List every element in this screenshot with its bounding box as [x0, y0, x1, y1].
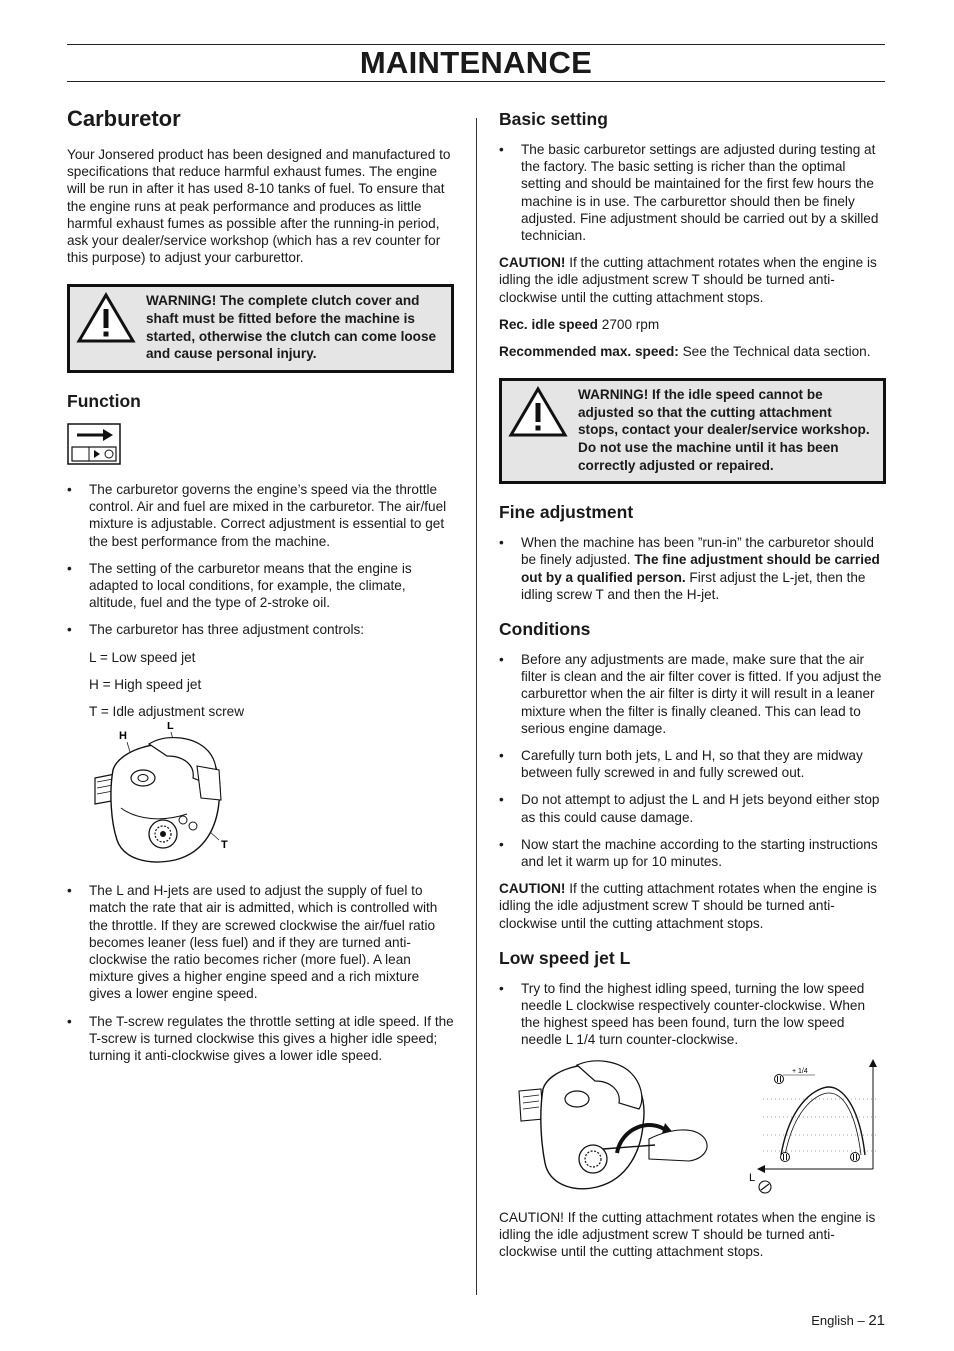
idle-warning-text: WARNING! If the idle speed cannot be adjusted so that the cutting attachment stops, contact your dealer/service workshop. Do not use the machine until it has been correctly adjusted or repaired. [578, 387, 870, 473]
list-item: • Before any adjustments are made, make sure that the air filter is clean and the air filter cover is fitted. If you adjust the carburettor when the air filter is dirty it will result in a leaner mixture when the filter is finally cleaned. This can lead to serious engine damage. [499, 652, 882, 736]
left-column [67, 106, 454, 1074]
figure-label-l: L [167, 722, 174, 733]
list-item: • The carburetor governs the engine’s speed via the throttle control. Air and fuel are mixed in the carburetor. The air/fuel mixture is adjustable. Correct adjustment is essential to get the best performance from the machine. [67, 482, 447, 549]
control-t: T = Idle adjustment screw [89, 704, 245, 720]
list-item: • When the machine has been ”run-in” the carburetor should be finely adjusted. The fine adjustment should be carried out by a qualified person. First adjust the L-jet, then the idling screw T and then the H-jet. [499, 535, 880, 602]
rec-max-speed: Recommended max. speed: See the Technical data section. [499, 344, 871, 360]
list-item: • The T-screw regulates the throttle setting at idle speed. If the T-screw is turned clockwise this gives a higher idle speed; turning it anti-clockwise gives a lower idle speed. [67, 1013, 454, 1064]
caution-paragraph: CAUTION! If the cutting attachment rotates when the engine is idling the idle adjustment screw T should be turned anti-clockwise until the cutting attachment stops. [499, 255, 877, 305]
intro-paragraph: Your Jonsered product has been designed and manufactured to specifications that reduce harmful exhaust fumes. The engine will be run in after it has used 8-10 tanks of fuel. To ensure that the engine runs at peak performance and produces as little harmful exhaust fumes as possible after the running-in period, ask your dealer/service workshop (which has a rev counter for this purpose) to adjust your carburettor. [67, 147, 451, 266]
basic-setting-heading: Basic setting [499, 109, 608, 129]
warning-triangle-icon [508, 386, 568, 438]
right-column [499, 106, 886, 1270]
final-caution-paragraph: CAUTION! If the cutting attachment rotates when the engine is idling the idle adjustment screw T should be turned anti-clockwise until the cutting attachment stops. [499, 1209, 876, 1260]
graph-label-quarter: + 1/4 [792, 1067, 808, 1075]
list-item: • The L and H-jets are used to adjust the supply of fuel to match the rate that air is admitted, which is controlled with the throttle. If they are screwed clockwise the air/fuel ratio becomes leaner (less fuel) and if they are turned anti-clockwise the ratio becomes richer (more fuel). A lean mixture gives a higher engine speed and a rich mixture gives a lower engine speed. [67, 883, 438, 1002]
needle-icon [851, 1152, 860, 1161]
list-item: • Try to find the highest idling speed, turning the low speed needle L clockwise respectively counter-clockwise. When the highest speed has been found, turn the low speed needle L 1/4 turn counter-clockwise. [499, 980, 866, 1048]
list-item: • Carefully turn both jets, L and H, so that they are midway between fully screwed in and fully screwed out. [499, 748, 863, 781]
rec-idle-label: Rec. idle speed [499, 316, 598, 332]
list-item: • Now start the machine according to the starting instructions and let it warm up for 10 minutes. [499, 836, 878, 870]
rec-max-label: Recommended max. speed: [499, 344, 679, 360]
jets-list [67, 882, 454, 1064]
page-footer [811, 1312, 885, 1329]
low-speed-jet-heading: Low speed jet L [499, 947, 631, 968]
clutch-warning-text: WARNING! The complete clutch cover and shaft must be fitted before the machine is started, otherwise the clutch can come loose and cause personal injury. [146, 293, 437, 362]
caution-paragraph-2: CAUTION! If the cutting attachment rotates when the engine is idling the idle adjustment screw T should be turned anti-clockwise until the cutting attachment stops. [499, 881, 877, 931]
page-number: 21 [868, 1312, 885, 1329]
list-item: • Do not attempt to adjust the L and H jets beyond either stop as this could cause damage. [499, 792, 880, 825]
function-heading: Function [67, 390, 141, 411]
idle-warning-box [499, 378, 886, 484]
footer-language: English [811, 1313, 854, 1328]
column-separator [476, 118, 477, 1295]
list-item: • The carburetor has three adjustment controls: [67, 622, 365, 638]
caution-label: CAUTION! [499, 881, 566, 897]
basic-setting-list [499, 141, 886, 244]
page-title: MAINTENANCE [359, 45, 593, 80]
list-item: • The setting of the carburetor means that the engine is adapted to local conditions, for example, the climate, altitude, fuel and the type of 2-stroke oil. [67, 560, 412, 611]
warning-triangle-icon [76, 292, 136, 344]
needle-icon [781, 1152, 790, 1161]
title-underline [67, 81, 885, 82]
figure-label-h: H [119, 730, 127, 743]
carburetor-engine-illustration [67, 722, 454, 872]
clutch-warning-box [67, 284, 454, 372]
list-item: • The basic carburetor settings are adjusted during testing at the factory. The basic setting is richer than the optimal setting and should be maintained for the first few hours the machine is in use. The carburettor should then be finely adjusted. Fine adjustment should be carried out by a skilled technician. [499, 142, 879, 244]
figure-label-t: T [221, 839, 228, 852]
caution-label: CAUTION! [499, 255, 566, 271]
conditions-list [499, 651, 886, 870]
conditions-heading: Conditions [499, 619, 591, 640]
graph-label-l: L [749, 1171, 756, 1184]
needle-icon [775, 1074, 784, 1083]
low-speed-list [499, 980, 886, 1049]
function-list [67, 481, 454, 639]
control-l: L = Low speed jet [89, 649, 196, 665]
fine-adjustment-list [499, 534, 886, 603]
footer-dash: – [853, 1313, 869, 1328]
low-speed-adjustment-illustration [499, 1059, 886, 1199]
rec-idle-speed: Rec. idle speed 2700 rpm [499, 316, 660, 332]
needle-l-icon [759, 1181, 771, 1193]
carburetor-heading: Carburetor [67, 106, 181, 131]
function-symbol-icon [67, 423, 121, 465]
control-h: H = High speed jet [89, 676, 202, 692]
fine-adjustment-heading: Fine adjustment [499, 502, 634, 523]
